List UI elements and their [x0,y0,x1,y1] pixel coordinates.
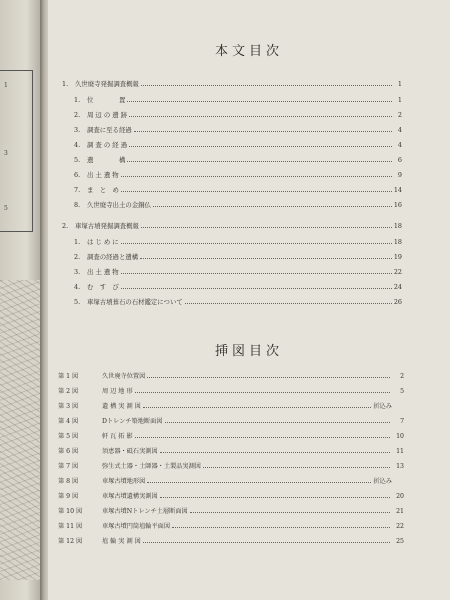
item-label: は じ め に [87,238,119,246]
figure-number: 第 12 図 [58,538,83,545]
page-number: 16 [393,201,402,209]
left-page-mark: 1 [4,82,8,89]
figure-entry [58,432,404,441]
page-number: 2 [397,111,402,119]
page-number: 11 [396,448,404,455]
toc-entry [74,186,402,195]
figure-entry [58,537,404,546]
leader-dots [147,477,371,483]
page-number: 20 [396,493,404,500]
leader-dots [134,126,392,132]
leader-dots [141,222,392,228]
figure-entry [58,417,404,426]
item-number: 7. [74,186,81,194]
item-label: 車塚古墳葺石の石材鑑定について [87,298,183,306]
page-number: 19 [393,253,402,261]
section-title: 車塚古墳発掘調査概報 [75,222,139,230]
toc-entry [74,141,402,150]
leader-dots [141,80,392,86]
figure-entry [58,522,404,531]
leader-dots [135,387,390,393]
page-number: 26 [393,298,402,306]
section-entry [62,80,402,89]
item-label: 調査に至る経過 [87,126,132,134]
leader-dots [121,283,392,289]
item-number: 2. [74,253,81,261]
left-page-mark: 3 [4,150,8,157]
figure-label: 軒 瓦 拓 影 [102,433,133,440]
item-number: 2. [74,111,81,119]
section-number: 2. [62,222,69,230]
toc-entry [74,171,402,180]
toc-entry [74,126,402,135]
figure-label: 遺 構 実 測 図 [102,403,141,410]
figure-entry [58,402,404,411]
leader-dots [172,522,390,528]
page-number: 13 [396,463,404,470]
page-number: 18 [393,222,402,230]
map-image [0,280,40,580]
figure-note: 折込み [373,403,392,410]
toc-entry [74,268,402,277]
figure-label: 久世廃寺位置図 [102,373,146,380]
toc-entry [74,96,402,105]
item-label: 久世廃寺出土の金銅仏 [87,201,151,209]
page-number: 5 [400,388,404,395]
toc-entry [74,298,402,307]
item-label: 調査の経過と遺構 [87,253,139,261]
leader-dots [165,417,391,423]
page-number: 22 [396,523,404,530]
figure-entry [58,507,404,516]
item-label: 出 土 遺 物 [87,268,119,276]
figure-entry [58,462,404,471]
figure-number: 第 1 図 [58,373,79,380]
item-label: 遺 構 [87,156,126,164]
figure-number: 第 11 図 [58,523,83,530]
item-number: 3. [74,126,81,134]
figure-number: 第 3 図 [58,403,79,410]
leader-dots [147,372,390,378]
page-number: 21 [396,508,404,515]
page-number: 22 [393,268,402,276]
leader-dots [127,156,392,162]
figure-number: 第 7 図 [58,463,79,470]
item-label: 調 査 の 経 過 [87,141,128,149]
figure-label: 車塚古墳遺構実測図 [102,493,158,500]
page-number: 9 [397,171,402,179]
toc-entry [74,253,402,262]
figure-number: 第 10 図 [58,508,83,515]
page-number: 2 [400,373,404,380]
leader-dots [153,201,392,207]
figure-label: 車塚古墳Nトレンチ土層断面図 [102,508,188,515]
item-number: 5. [74,156,81,164]
toc-entry [74,238,402,247]
section-number: 1. [62,80,69,88]
page-number: 25 [396,538,404,545]
section-entry [62,222,402,231]
figure-label: 須恵器・砥石実測図 [102,448,158,455]
item-label: ま と め [87,186,119,194]
figure-label: 車塚古墳地形図 [102,478,146,485]
leader-dots [203,462,390,468]
leader-dots [185,298,392,304]
item-number: 1. [74,238,81,246]
figure-number: 第 2 図 [58,388,79,395]
figure-number: 第 8 図 [58,478,79,485]
figures-title: 挿図目次 [214,344,283,359]
item-label: 周 辺 の 遺 跡 [87,111,128,119]
figure-entry [58,387,404,396]
page-number: 10 [396,433,404,440]
toc-entry [74,201,402,210]
figure-number: 第 6 図 [58,448,79,455]
section-title: 久世廃寺発掘調査概報 [75,80,139,88]
figure-entry [58,447,404,456]
page-number: 6 [397,156,402,164]
leader-dots [143,402,372,408]
toc-entry [74,156,402,165]
contents-page [48,0,450,600]
figure-label: 車塚古墳円筒埴輪平面図 [102,523,171,530]
figure-label: 周 辺 地 形 [102,388,133,395]
item-label: む す び [87,283,119,291]
item-number: 4. [74,283,81,291]
figure-label: Dトレンチ築地断面図 [102,418,163,425]
page-number: 24 [393,283,402,291]
item-number: 8. [74,201,81,209]
leader-dots [121,238,392,244]
figure-entry [58,477,404,486]
leader-dots [121,171,392,177]
page-number: 4 [397,126,402,134]
leader-dots [190,507,390,513]
page-number: 1 [397,80,402,88]
item-number: 5. [74,298,81,306]
leader-dots [143,537,390,543]
toc-entry [74,111,402,120]
figure-entry [58,372,404,381]
page-number: 14 [393,186,402,194]
page-number: 1 [397,96,402,104]
page-number: 18 [393,238,402,246]
figure-note: 折込み [373,478,392,485]
left-page-mark: 5 [4,205,8,212]
contents-title: 本文目次 [214,44,283,59]
leader-dots [129,141,392,147]
leader-dots [160,447,390,453]
item-label: 出 土 遺 物 [87,171,119,179]
item-number: 6. [74,171,81,179]
page-number: 7 [400,418,404,425]
item-number: 4. [74,141,81,149]
item-number: 3. [74,268,81,276]
figure-number: 第 9 図 [58,493,79,500]
page-number: 4 [397,141,402,149]
leader-dots [160,492,390,498]
item-label: 位 置 [87,96,126,104]
figure-number: 第 4 図 [58,418,79,425]
figure-entry [58,492,404,501]
item-number: 1. [74,96,81,104]
leader-dots [129,111,392,117]
leader-dots [127,96,392,102]
leader-dots [140,253,392,259]
leader-dots [121,186,392,192]
figure-label: 埴 輪 実 測 図 [102,538,141,545]
leader-dots [121,268,392,274]
leader-dots [135,432,390,438]
figure-number: 第 5 図 [58,433,79,440]
figure-label: 弥生式土器・土師器・土製品実測図 [102,463,201,470]
left-page-edge [0,0,44,600]
toc-entry [74,283,402,292]
